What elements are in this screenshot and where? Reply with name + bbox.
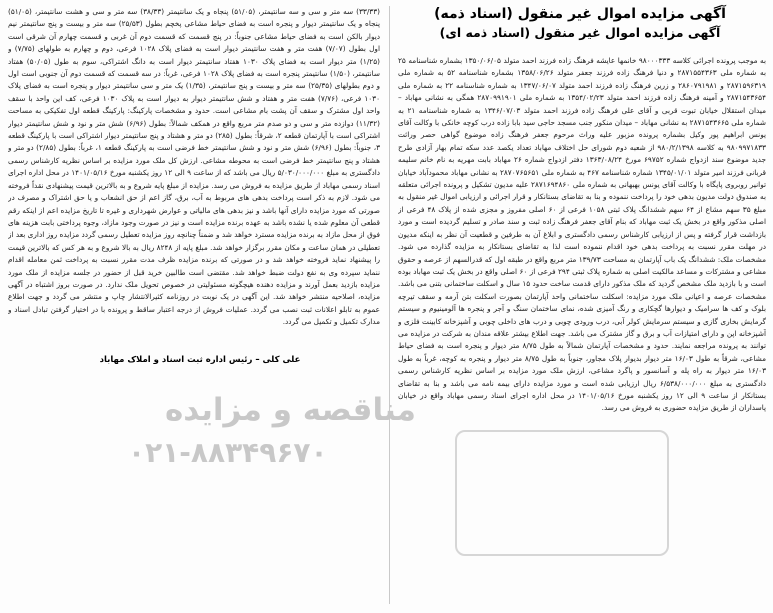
column-divider (389, 6, 390, 604)
notice-body-right-column (398, 55, 766, 605)
notice-paragraph-left: (۳۳/۳۳) سه متر و سی و سه سانتیمتر، (۵۱/۰۵) پنجاه و یک سانتیمتر (۳۸/۳۳) سه متر و سی و هشت سانتیمتر، (۵۱/۰۵) پنجاه و یک سانتیمتر دیوار و پنجره است به فضای حیاط مشاعی پخچم بطول (۲۵/۵۳) سه متر و بیست و پنج سانتیمتر نیم دیوار بالکن است به فضای حیاط مشاعی جنوباً: در پنج قسمت که قسمت دوم آن غربی و قسمت چهارم آن شرقی است اول بطول (۷/۰۷) هفت متر و هفت سانتیمتر دیوار است به فضای پلاک ۱۰۲۸ فرعی، دوم و چهارم به طولهای (۷/۷۵) و (۱/۲۵) متر دیوار است به فضای پلاک ۱۰۳۰ هفتاد سانتیمتر دیوار است به دانگ اشتراکی، سوم به طول (۵۰/۰۵) هفتاد سانتیمتر، (۱/۵۰) سانتیمتر پنجره است به فضای پلاک ۱۰۲۸ فرعی، غرباً: در سه قسمت که قسمت دوم آن جنوبی است اول و دوم بطولهای (۲۵/۳۵) سه متر و بیست و پنج سانتیمتر، (۱/۳۵) یک متر و سی سانتیمتر دیوار و پنجره است به فضای پلاک ۱۰۳۰ فرعی، (۷/۷۶) هفت متر و هفتاد و شش سانتیمتر دیوار به دیوار است به پلاک ۱۰۳۰ فرعی، کف این واحد با سقف واحد اول مشترک و سقف آن پشت بام مشاعی است. حدود و مشخصات پارکینگ: پارکینگ قطعه اول تفکیکی به مساحت (۱۱/۳۲) دوازده متر و سی و دو صدم متر مربع واقع در همکف شمالاً: بطول (۶/۹۶) شش متر و نود و شش سانتیمتر دیوار اشتراکی است با آپارتمان قطعه ۲، شرقاً: بطول (۲۸۵) دو متر و هشتاد و پنج سانتیمتر دیوار اشتراکی است با پارکینگ قطعه ۳، جنوباً: بطول (۶/۹۶) شش متر و نود و شش سانتیمتر خط فرضی است به پارکینگ قطعه ۱، غرباً: بطول (۲/۸۵) دو متر و هشتاد و پنج سانتیمتر خط فرضی است به محوطه مشاعی. ارزش کل ملک مورد مزایده بر اساس نظریه کارشناس رسمی دادگستری به مبلغ ۵/۰۳۰/۰۰۰/۰۰۰ ریال می باشد که از ساعت ۹ الی ۱۲ روز یکشنبه مورخ ۱۴۰۱/۰۵/۱۶ در محل اداره اجرای اسناد رسمی مهاباد از طریق مزایده به فروش می رسد. مزایده از مبلغ پایه شروع و به بالاترین قیمت پیشنهادی نقداً فروخته می شود. لازم به ذکر است پرداخت بدهی های مربوط به آب، برق، گاز اعم از حق انشعاب و یا حق اشتراک و مصرف در صورتی که مورد مزایده دارای آنها باشد و نیز بدهی های مالیاتی و عوارض شهرداری و غیره تا تاریخ مزایده اعم از اینکه رقم قطعی آن معلوم شده یا نشده باشد به عهده برنده مزایده است و نیز در صورت وجود مازاد، وجوه پرداختی بابت هزینه های فوق از محل مازاد به برنده مزایده مسترد خواهد شد و ضمناً چنانچه روز مزایده تعطیل رسمی گردد مزایده روز اداری بعد از تعطیلی در همان ساعت و مکان مقرر برگزار خواهد شد. مبلغ پایه از ۸۲۴۸ ریال به بالا شروع و به هر کس که بالاترین قیمت را پیشنهاد نماید فروخته خواهد شد و در صورتی که برنده مزایده ظرف مدت مقرر نسبت به پرداخت ثمن معامله اقدام ننماید سپرده وی به نفع دولت ضبط خواهد شد. مقتضی است طالبین خرید قبل از حضور در جلسه مزایده از ملک مورد مزایده بازدید بعمل آورند و مزایده دهنده هیچگونه مسئولیتی در خصوص تحویل ملک ندارد. در صورت بروز اشتباه در آگهی مزایده، اصلاحیه منتشر خواهد شد. این آگهی در یک نوبت در روزنامه کثیرالانتشار چاپ و منتشر می گردد و جهت اطلاع عموم به تابلو اعلانات ثبت نصب می گردد. عملیات فروش از درجه اعتبار ساقط و پرونده با در اختیار گرفتن تبادل اسناد و مدارک تکمیل و تکمیل می گردد. (8, 7, 380, 327)
notice-body-left-column (8, 6, 380, 368)
watermark-text: مناقصه و مزایده (165, 392, 416, 428)
notice-subtitle: آگهی مزایده اموال غیر منقول (اسناد ذمه ای) (439, 25, 721, 40)
notice-signature: علی کلی – رئیس اداره ثبت اسناد و املاک مهاباد (99, 355, 301, 365)
notice-paragraph-right: به موجب پرونده اجرائی کلاسه ۹۸۰۰۰۳۳۳ خانمها عایشه فرهنگ زاده فرزند احمد متولد ۱۳۵۰/۰۶/۰۵ بشماره شناسنامه ۲۵ به شماره ملی ۲۸۷۱۵۵۴۳۶۳ و دنیا فرهنگ زاده فرزند جعفر متولد ۱۳۵۸/۰۶/۲۶ بشماره شناسنامه ۵۲ به شماره ملی ۲۸۷۱۵۹۶۳۱۹ و ۲۸۶۰۷۹۱۹۸۱ و زرین فرهنگ زاده فرزند احمد متولد ۱۳۴۷/۰۶/۰۷ به شماره شناسنامه ۲۲ به شماره ملی ۲۸۷۱۵۴۳۶۵۴ و آمینه فرهنگ زاده فرزند احمد متولد ۱۳۵۴/۰۲/۲۳ به شماره ملی ۲۸۷۰۹۹۱۹۰۱ همگی به نشانی مهاباد – میدان استقلال خیابان تبوت قربی و آقای علی فرهنگ زاده فرزند احمد متولد ۱۳۴۶/۰۷/۰۳ به شماره شناسنامه ۲۱ به شماره ملی ۲۸۷۱۵۴۳۶۶۵ به نشانی مهاباد – میدان منکور جنب مسجد حاجی سید بابا زاده درب کوچه خانکی با وکالت آقای یونس ابراهیم پور وکیل بشماره پرونده مزبور علیه وراث مرحوم جعفر فرهنگ زاده موضوع گواهی حصر وراثت ۹۸۰۹۹۷۱۸۳۳ به کلاسه ۹۸۰/۲/۱۳۹۸ از شعبه دوم شورای حل اختلاف مهاباد تعداد یکصد عدد سکه تمام بهار آزادی طرح جدید موضوع سند ازدواج شماره ۶۹۷۵۲ مورخ ۱۳۶۳/۰۸/۲۴ دفتر ازدواج شماره ۲۶ مهاباد بابت مهریه به نام خانم سلیمه قربانی فرزند امیر متولد ۱۳۴۵/۰۱/۰۱ شماره شناسنامه ۴۶۷ به شماره ملی ۲۸۷۰۷۶۵۶۵۱ به نشانی مهاباد محمودآباد خیابان توانیر روبروی پایگاه با وکالت آقای یونس بهبهانی به شماره ملی ۲۸۷۱۶۹۴۸۶۰ علیه مدیون تشکیل و پرونده اجرائی متعلقه به صندوق دولت مدیون بدهی خود را پرداخت ننموده و بنا به تقاضای بستانکار و قرار اجرائی و ارزیابی اموال غیر منقول به مبلغ ۳۵ سهم مشاع از ۶۴ سهم ششدانگ پلاک ثبتی ۱۰۵۸ فرعی از ۶۰ اصلی مفروز و مجزی شده از پلاک ۴۸ فرعی از اصلی مذکور واقع در بخش یک ثبت مهاباد که بنام آقای جعفر فرهنگ زاده ثبت و سند صادر و تسلیم گردیده است و مورد بازداشت قرار گرفته و پس از ارزیابی کارشناس رسمی دادگستری و ابلاغ آن به طرفین و قطعیت آن نظر به اینکه مدیون در مهلت مقرر نسبت به پرداخت بدهی خود اقدام ننموده است لذا به تقاضای بستانکار به مزایده گذارده می شود. مشخصات ملک: ششدانگ یک باب آپارتمان به مساحت ۱۳۹/۷۳ متر مربع واقع در طبقه اول که قدرالسهم از عرصه و حقوق مشاعی و مشترکات و مساعد مالکیت اصلی به شماره پلاک ثبتی ۲۹۴ فرعی از ۶۰ اصلی واقع در بخش یک ثبت مهاباد بوده است و با بازدید ملک مشخص گردید که ملک مذکور دارای قدمت ساخت حدود ۱۵ سال و اسکلت ساختمانی بتنی می باشد. مشخصات عرصه و اعیانی ملک مورد مزایده: اسکلت ساختمانی واحد آپارتمان بصورت اسکلت بتن آرمه و سقف تیرچه بلوک و کف ها سرامیک و دیوارها گچکاری و رنگ آمیزی شده، نمای ساختمان سنگ و آجر و پنجره ها آلومینیوم و سیستم گرمایش بخاری گازی و سیستم سرمایش کولر آبی، درب ورودی چوبی و درب های داخلی چوبی و آشپزخانه کابینت فلزی و آشپزخانه اپن و دارای امتیازات آب و برق و گاز مشترک می باشد. جهت اطلاع بیشتر علاقه مندان به شرکت در مزایده می توانند به پرونده مراجعه نمایند. حدود و مشخصات آپارتمان شمالاً به طول ۸/۷۵ متر دیوار و پنجره است به فضای حیاط مشاعی، شرقاً به طول ۱۶/۰۳ متر دیوار بدیوار پلاک مجاور، جنوباً به طول ۸/۷۵ متر دیوار و پنجره به کوچه، غرباً به طول ۱۶/۰۳ متر دیوار به راه پله و آسانسور و پاگرد مشاعی، ارزش ملک مورد مزایده بر اساس نظریه کارشناس رسمی دادگستری به مبلغ ۶/۵۳۸/۰۰۰/۰۰۰ ریال ارزیابی شده است و مورد مزایده دارای بیمه نامه می باشد و بنا به تقاضای بستانکار از ساعت ۹ الی ۱۲ روز یکشنبه مورخ ۱۴۰۱/۰۵/۱۶ در محل اداره اجرای اسناد رسمی مهاباد واقع در خیابان پاسداران از طریق مزایده حضوری به فروش می رسد. (398, 56, 766, 413)
watermark-phone: ۰۲۱-۸۸۳۴۹۶۷۰ (128, 436, 328, 469)
notice-title: آگهی مزایده اموال غیر منقول (اسناد ذمه) (434, 6, 726, 22)
notice-header (395, 4, 765, 48)
